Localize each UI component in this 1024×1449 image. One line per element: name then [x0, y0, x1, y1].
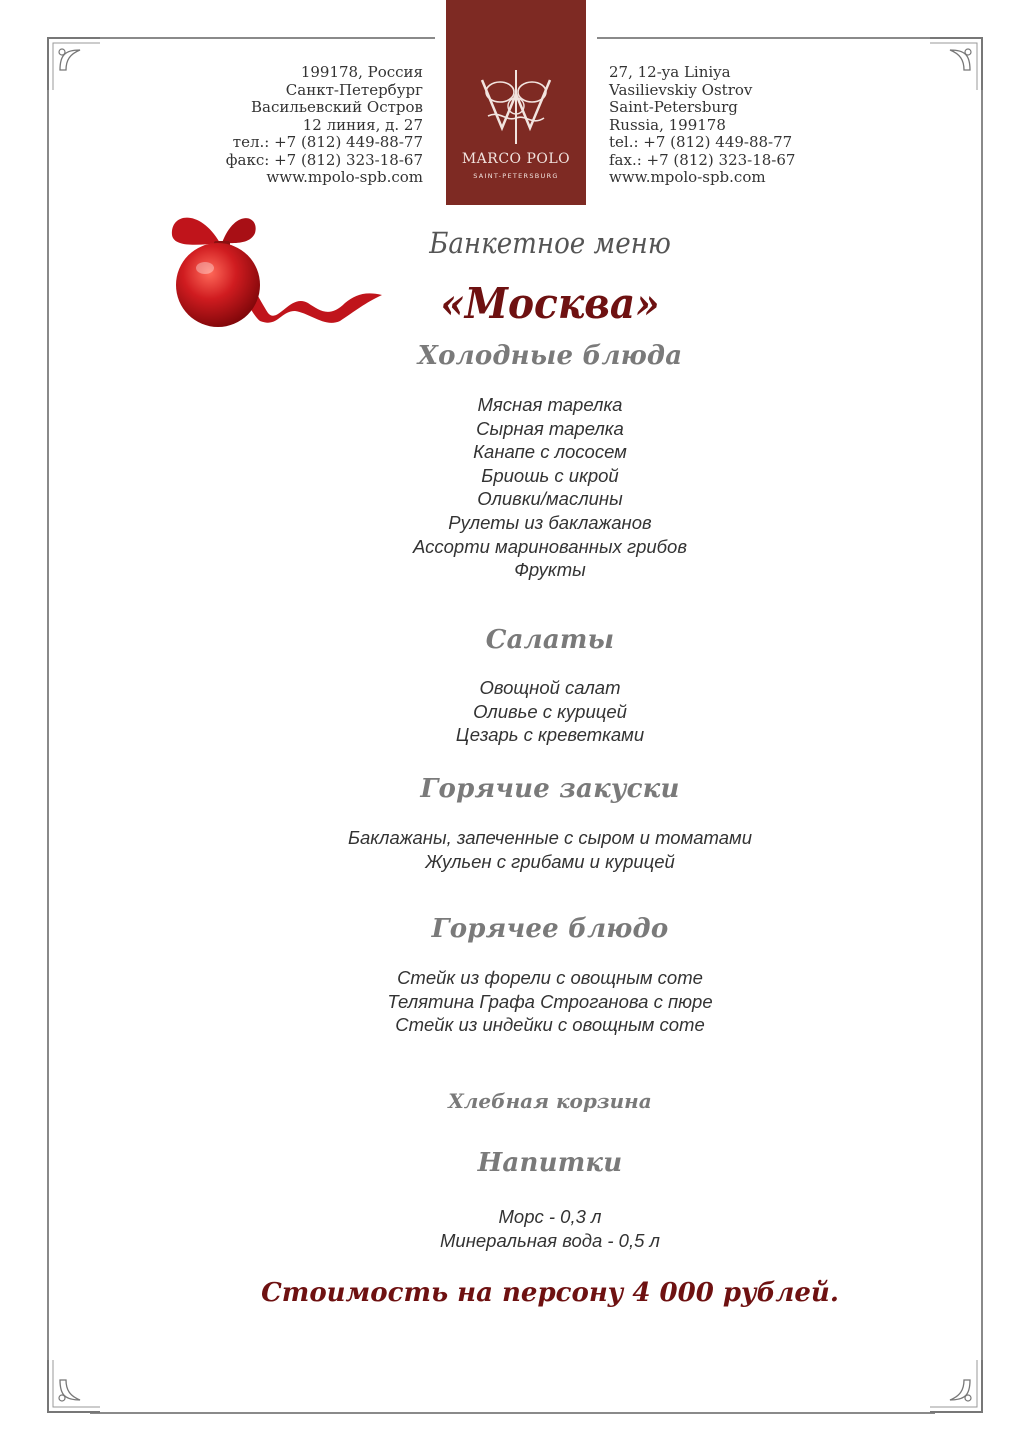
frame-top-border	[597, 37, 935, 39]
cold-dishes-list	[0, 393, 1024, 582]
address-russian	[226, 64, 423, 187]
menu-subtitle: Банкетное меню	[429, 226, 671, 260]
list-item: Цезарь с креветками	[455, 724, 645, 746]
website: www.mpolo-spb.com	[266, 168, 423, 186]
section-heading-hot-starters: Горячие закуски	[420, 774, 680, 804]
list-item: Канапе с лососем	[473, 441, 627, 463]
corner-ornament-icon	[40, 1360, 100, 1420]
section-heading-main: Горячее блюдо	[431, 914, 669, 944]
list-item: Баклажаны, запеченные с сыром и томатами	[347, 827, 753, 848]
hot-starters-list	[0, 826, 1024, 873]
logo-city: SAINT-PETERSBURG	[473, 172, 559, 180]
section-heading-drinks: Напитки	[477, 1148, 623, 1178]
fax: факс: +7 (812) 323-18-67	[225, 150, 423, 169]
address-line: 12 линия, д. 27	[302, 115, 423, 134]
price-per-person: Стоимость на персону 4 000 рублей.	[261, 1278, 839, 1308]
address-line: Васильевский Остров	[251, 98, 423, 116]
address-line: Saint-Petersburg	[609, 98, 738, 116]
section-heading-salads: Салаты	[485, 625, 615, 655]
main-course-list	[0, 966, 1024, 1037]
corner-ornament-icon	[40, 30, 100, 90]
list-item: Телятина Графа Строганова с пюре	[387, 990, 713, 1012]
bread-basket: Хлебная корзина	[448, 1089, 652, 1113]
list-item: Жульен с грибами и курицей	[425, 850, 675, 872]
address-line: Russia, 199178	[609, 115, 726, 134]
list-item: Сырная тарелка	[476, 417, 624, 439]
frame-top-border	[90, 37, 435, 39]
phone: тел.: +7 (812) 449-88-77	[232, 133, 423, 151]
website: www.mpolo-spb.com	[609, 168, 766, 186]
monogram-icon	[476, 66, 556, 146]
frame-bottom-border	[90, 1412, 935, 1414]
fax: fax.: +7 (812) 323-18-67	[609, 150, 796, 169]
address-line: Vasilievskiy Ostrov	[609, 80, 753, 99]
list-item: Минеральная вода - 0,5 л	[440, 1229, 660, 1251]
logo-name: MARCO POLO	[461, 151, 571, 167]
address-line: 199178, Россия	[300, 63, 423, 81]
salads-list	[0, 676, 1024, 747]
list-item: Овощной салат	[479, 677, 621, 698]
list-item: Фрукты	[514, 559, 586, 581]
section-heading-cold: Холодные блюда	[417, 341, 683, 371]
list-item: Стейк из форели с овощным соте	[397, 967, 703, 988]
menu-title: «Москва»	[440, 279, 660, 328]
list-item: Бриошь с икрой	[481, 464, 619, 486]
corner-ornament-icon	[930, 30, 990, 90]
list-item: Рулеты из баклажанов	[448, 511, 652, 533]
marco-polo-logo	[446, 0, 586, 205]
list-item: Ассорти маринованных грибов	[412, 535, 688, 557]
list-item: Морс - 0,3 л	[498, 1206, 602, 1227]
list-item: Оливки/маслины	[477, 488, 623, 510]
list-item: Мясная тарелка	[477, 394, 623, 415]
address-line: 27, 12-ya Liniya	[609, 63, 731, 81]
address-line: Санкт-Петербург	[285, 80, 423, 99]
address-english	[609, 64, 795, 187]
list-item: Оливье с курицей	[473, 700, 627, 722]
corner-ornament-icon	[930, 1360, 990, 1420]
list-item: Стейк из индейки с овощным соте	[395, 1014, 705, 1036]
phone: tel.: +7 (812) 449-88-77	[609, 133, 793, 151]
drinks-list	[0, 1205, 1024, 1252]
